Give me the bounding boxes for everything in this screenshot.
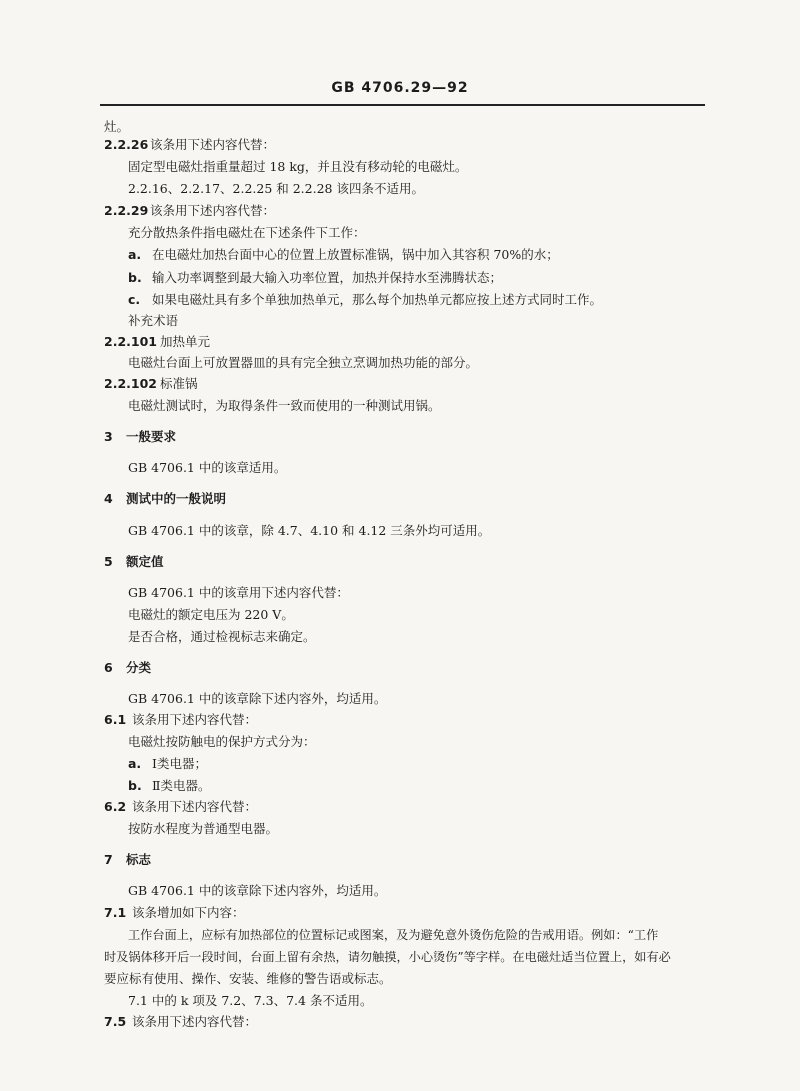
text-line: 工作台面上，应标有加热部位的位置标记或图案，及为避免意外烫伤危险的告戒用语。例如：“工作 bbox=[128, 928, 659, 942]
list-item-c: c. 如果电磁灶具有多个单独加热单元，那么每个加热单元都应按上述方式同时工作。 bbox=[128, 292, 603, 307]
text-line: 补充术语 bbox=[128, 313, 179, 328]
text-line: GB 4706.1 中的该章适用。 bbox=[128, 460, 287, 475]
list-item-b: b. Ⅱ类电器。 bbox=[128, 778, 211, 793]
list-item-a: a. 在电磁灶加热台面中心的位置上放置标准锅，锅中加入其容积 70%的水； bbox=[128, 247, 559, 262]
section-heading-3: 3 一般要求 bbox=[104, 429, 177, 444]
clause-7.5: 7.5 该条用下述内容代替： bbox=[104, 1014, 258, 1029]
clause-6.2: 6.2 该条用下述内容代替： bbox=[104, 799, 258, 814]
text-line: 电磁灶按防触电的保护方式分为： bbox=[128, 734, 316, 749]
text-line: 要应标有使用、操作、安装、维修的警告语或标志。 bbox=[104, 971, 392, 986]
text-line: 灶。 bbox=[104, 119, 130, 134]
clause-2.2.29: 2.2.29 该条用下述内容代替： bbox=[104, 203, 276, 218]
clause-2.2.101: 2.2.101 加热单元 bbox=[104, 334, 211, 349]
clause-2.2.26: 2.2.26 该条用下述内容代替： bbox=[104, 137, 276, 152]
text-line: 按防水程度为普通型电器。 bbox=[128, 821, 279, 836]
text-line: 充分散热条件指电磁灶在下述条件下工作： bbox=[128, 225, 366, 240]
text-line: GB 4706.1 中的该章除下述内容外，均适用。 bbox=[128, 883, 387, 898]
text-line: 时及锅体移开后一段时间，台面上留有余热，请勿触摸，小心烫伤”等字样。在电磁灶适当位置上，如有必 bbox=[104, 950, 671, 964]
clause-6.1: 6.1 该条用下述内容代替： bbox=[104, 712, 258, 727]
section-heading-7: 7 标志 bbox=[104, 852, 152, 867]
text-line: 电磁灶台面上可放置器皿的具有完全独立烹调加热功能的部分。 bbox=[128, 355, 479, 370]
section-heading-5: 5 额定值 bbox=[104, 554, 164, 569]
text-line: 电磁灶测试时，为取得条件一致而使用的一种测试用锅。 bbox=[128, 398, 441, 413]
text-line: GB 4706.1 中的该章除下述内容外，均适用。 bbox=[128, 691, 387, 706]
text-line: 电磁灶的额定电压为 220 V。 bbox=[128, 607, 294, 622]
section-heading-6: 6 分类 bbox=[104, 660, 152, 675]
text-line: GB 4706.1 中的该章，除 4.7、4.10 和 4.12 三条外均可适用。 bbox=[128, 523, 491, 538]
list-item-a: a. Ⅰ类电器； bbox=[128, 756, 207, 771]
clause-7.1: 7.1 该条增加如下内容： bbox=[104, 905, 245, 920]
list-item-b: b. 输入功率调整到最大输入功率位置，加热并保持水至沸腾状态； bbox=[128, 270, 503, 285]
text-line: 2.2.16、2.2.17、2.2.25 和 2.2.28 该四条不适用。 bbox=[128, 181, 424, 196]
text-line: GB 4706.1 中的该章用下述内容代替： bbox=[128, 585, 349, 600]
page-header: GB 4706.29—92 bbox=[331, 80, 469, 96]
clause-2.2.102: 2.2.102 标准锅 bbox=[104, 376, 198, 391]
text-line: 7.1 中的 k 项及 7.2、7.3、7.4 条不适用。 bbox=[128, 993, 373, 1008]
section-heading-4: 4 测试中的一般说明 bbox=[104, 491, 227, 506]
text-line: 固定型电磁灶指重量超过 18 kg，并且没有移动轮的电磁灶。 bbox=[128, 159, 468, 174]
text-line: 是否合格，通过检视标志来确定。 bbox=[128, 629, 316, 644]
